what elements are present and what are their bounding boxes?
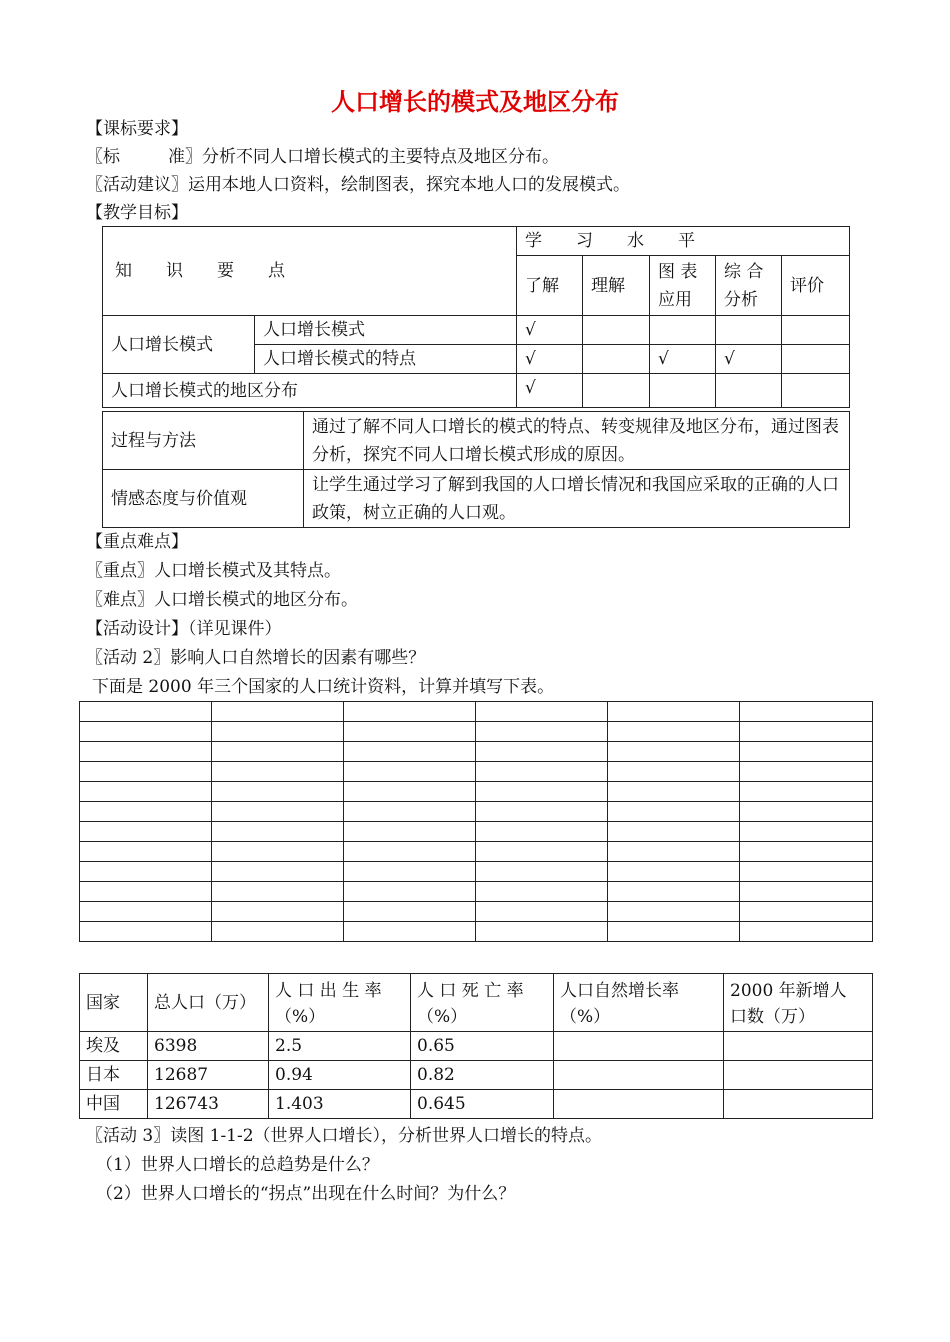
blank-cell [80,922,212,942]
header-birth-rate: 人 口 出 生 率 （%） [269,974,411,1032]
activity-3: 〖活动 3〗读图 1-1-2（世界人口增长），分析世界人口增长的特点。 [86,1126,603,1146]
cell-death-rate: 0.65 [411,1032,554,1061]
blank-cell [344,742,476,762]
process-method-text: 通过了解不同人口增长的模式的特点、转变规律及地区分布，通过图表分析，探究不同人口增长模式形成的原因。 [304,412,850,470]
blank-cell [740,802,873,822]
blank-cell [476,702,608,722]
blank-cell [212,782,344,802]
blank-cell [344,702,476,722]
blank-cell [212,922,344,942]
blank-cell [608,742,740,762]
level-comprehend: 理解 [583,256,650,316]
blank-row [80,762,873,782]
document-title: 人口增长的模式及地区分布 [331,88,619,116]
blank-row [80,822,873,842]
population-stats-table [79,973,873,1119]
blank-cell [80,802,212,822]
blank-cell [212,742,344,762]
header-death-rate: 人 口 死 亡 率 （%） [411,974,554,1032]
blank-cell [740,882,873,902]
row-distribution-label: 人口增长模式的地区分布 [103,374,517,408]
blank-cell [344,802,476,822]
blank-row [80,842,873,862]
blank-cell [476,842,608,862]
population-row-china [80,1090,873,1119]
blank-cell [608,782,740,802]
blank-cell [740,702,873,722]
process-emotion-table [102,411,850,528]
blank-cell [212,722,344,742]
cell-total-population: 6398 [148,1032,269,1061]
section-key-heading: 【重点难点】 [86,532,188,552]
cell-new-population[interactable] [724,1090,873,1119]
cell-country: 中国 [80,1090,148,1119]
blank-cell [476,862,608,882]
cell-country: 埃及 [80,1032,148,1061]
standard-label-end: 准〗 [168,147,202,167]
blank-cell [80,742,212,762]
knowledge-points-header: 知 识 要 点 [103,227,517,316]
blank-cell [344,782,476,802]
section-standard-heading: 【课标要求】 [86,119,188,139]
blank-cell [344,922,476,942]
blank-cell [344,862,476,882]
blank-row [80,902,873,922]
blank-cell [344,822,476,842]
row-mode-mark-2 [583,316,650,345]
activity-suggestion: 〖活动建议〗运用本地人口资料，绘制图表，探究本地人口的发展模式。 [86,175,630,195]
blank-cell [80,842,212,862]
blank-cell [476,722,608,742]
row-mode-label: 人口增长模式 [255,316,517,345]
blank-cell [608,862,740,882]
blank-cell [344,882,476,902]
row-features-mark-2 [583,345,650,374]
cell-natural-growth-rate[interactable] [554,1061,724,1090]
blank-cell [212,842,344,862]
blank-cell [476,902,608,922]
blank-cell [80,762,212,782]
standard-text: 分析不同人口增长模式的主要特点及地区分布。 [202,147,559,167]
emotion-values-label: 情感态度与价值观 [103,470,304,528]
blank-cell [80,722,212,742]
cell-death-rate: 0.645 [411,1090,554,1119]
blank-cell [608,922,740,942]
cell-new-population[interactable] [724,1032,873,1061]
blank-cell [344,902,476,922]
cell-birth-rate: 1.403 [269,1090,411,1119]
blank-row [80,702,873,722]
cell-country: 日本 [80,1061,148,1090]
blank-row [80,882,873,902]
blank-cell [476,742,608,762]
row-distribution-mark-4 [716,374,782,408]
blank-cell [80,902,212,922]
section-goals-heading: 【教学目标】 [86,203,188,223]
activity-2: 〖活动 2〗影响人口自然增长的因素有哪些？ [86,648,426,668]
blank-cell [740,722,873,742]
difficult-point: 〖难点〗人口增长模式的地区分布。 [86,590,358,610]
blank-cell [740,842,873,862]
cell-natural-growth-rate[interactable] [554,1090,724,1119]
blank-cell [212,702,344,722]
blank-cell [476,882,608,902]
cell-total-population: 126743 [148,1090,269,1119]
blank-cell [608,722,740,742]
blank-cell [740,922,873,942]
blank-cell [212,902,344,922]
cell-birth-rate: 0.94 [269,1061,411,1090]
row-mode-mark-4 [716,316,782,345]
standard-label-start: 〖标 [86,147,120,167]
blank-grid-table [79,701,873,942]
cell-natural-growth-rate[interactable] [554,1032,724,1061]
blank-cell [608,882,740,902]
row-features-mark-5 [782,345,850,374]
emotion-values-text: 让学生通过学习了解到我国的人口增长情况和我国应采取的正确的人口政策，树立正确的人口观。 [304,470,850,528]
blank-cell [212,802,344,822]
blank-row [80,722,873,742]
cell-new-population[interactable] [724,1061,873,1090]
blank-cell [740,862,873,882]
question-2: （2）世界人口增长的“拐点”出现在什么时间？为什么？ [96,1184,516,1204]
blank-cell [740,742,873,762]
population-header-row [80,974,873,1032]
learning-level-header: 学 习 水 平 [517,227,850,256]
blank-cell [476,822,608,842]
blank-cell [740,902,873,922]
population-row-japan [80,1061,873,1090]
blank-cell [608,762,740,782]
level-evaluate: 评价 [782,256,850,316]
blank-cell [80,862,212,882]
blank-cell [476,922,608,942]
row-features-label: 人口增长模式的特点 [255,345,517,374]
blank-cell [476,762,608,782]
blank-cell [740,782,873,802]
cell-birth-rate: 2.5 [269,1032,411,1061]
teaching-goals-table [102,226,850,408]
standard-line [86,145,559,169]
blank-cell [344,762,476,782]
level-chart-application: 图 表 应用 [650,256,716,316]
group-population-growth-mode: 人口增长模式 [103,316,255,374]
header-new-population: 2000 年新增人 口数（万） [724,974,873,1032]
key-point: 〖重点〗人口增长模式及其特点。 [86,561,341,581]
blank-cell [80,882,212,902]
blank-cell [476,782,608,802]
blank-cell [608,822,740,842]
blank-cell [608,702,740,722]
activity-2-intro: 下面是 2000 年三个国家的人口统计资料，计算并填写下表。 [92,677,555,697]
question-1: （1）世界人口增长的总趋势是什么？ [96,1155,379,1175]
row-distribution-mark-2 [583,374,650,408]
header-country: 国家 [80,974,148,1032]
blank-cell [608,902,740,922]
blank-cell [608,802,740,822]
cell-death-rate: 0.82 [411,1061,554,1090]
blank-cell [212,882,344,902]
blank-cell [80,822,212,842]
row-mode-mark-5 [782,316,850,345]
blank-row [80,862,873,882]
header-total-population: 总人口（万） [148,974,269,1032]
blank-cell [212,762,344,782]
header-natural-growth-rate: 人口自然增长率 （%） [554,974,724,1032]
section-activity-heading: 【活动设计】（详见课件） [86,619,282,639]
row-features-mark-1: √ [517,345,583,374]
row-distribution-mark-5 [782,374,850,408]
row-distribution-mark-3 [650,374,716,408]
blank-row [80,802,873,822]
row-distribution-mark-1: √ [517,374,583,408]
cell-total-population: 12687 [148,1061,269,1090]
row-mode-mark-1: √ [517,316,583,345]
row-features-mark-4: √ [716,345,782,374]
blank-cell [740,762,873,782]
blank-cell [344,842,476,862]
blank-row [80,742,873,762]
population-row-egypt [80,1032,873,1061]
blank-cell [476,802,608,822]
level-understand-basic: 了解 [517,256,583,316]
blank-row [80,782,873,802]
process-method-label: 过程与方法 [103,412,304,470]
row-mode-mark-3 [650,316,716,345]
blank-row [80,922,873,942]
blank-cell [740,822,873,842]
level-comprehensive-analysis: 综 合 分析 [716,256,782,316]
row-features-mark-3: √ [650,345,716,374]
blank-cell [608,842,740,862]
blank-cell [80,782,212,802]
blank-cell [212,862,344,882]
blank-cell [344,722,476,742]
blank-cell [212,822,344,842]
blank-cell [80,702,212,722]
